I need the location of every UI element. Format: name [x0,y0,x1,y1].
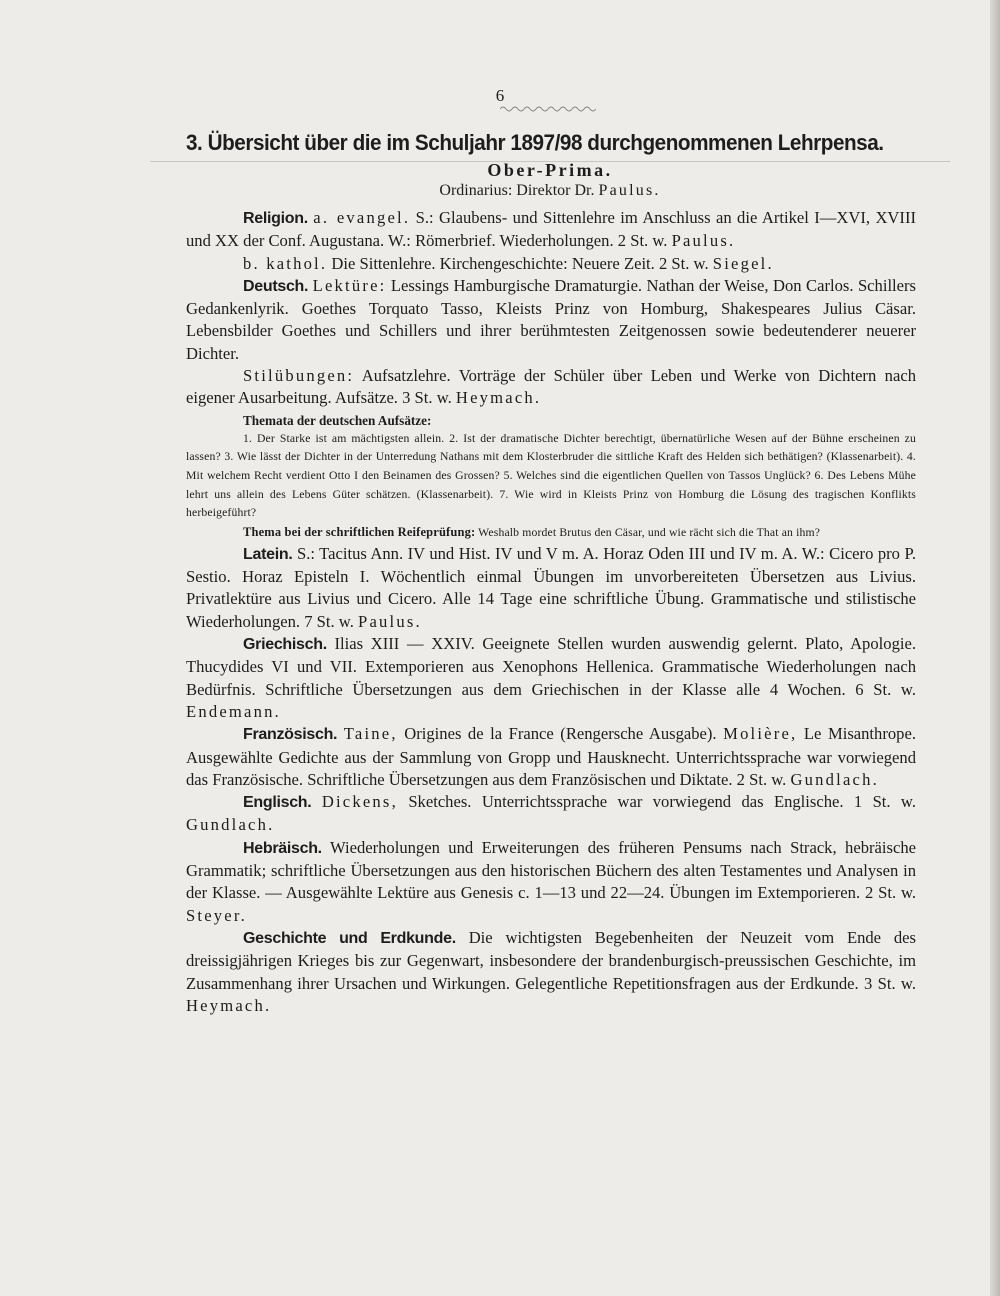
latein-text: S.: Tacitus Ann. IV und Hist. IV und V m. A. Horaz Oden III und IV m. A. W.: Cicero pro P. Sestio. Horaz Episteln I. Wöchentlich einmal Übungen im unvorbereiteten Übersetzen aus Livius. Privatlektüre aus Livius und Cicero. Alle 14 Tage eine schriftliche Übung. Grammatische und stilistische Wiederholungen. 7 St. w. [186,543,917,631]
religion-b-teacher: Siegel. [712,253,774,273]
reifepruefung-heading: Thema bei der schriftlichen Reifeprüfung: [243,525,476,540]
ordinarius-value: Direktor Dr. [516,182,595,199]
hebraeisch-text: Wiederholungen und Erweiterungen des früheren Pensums nach Strack, hebräische Grammatik; schriftliche Übersetzungen aus den historischen Büchern des alten Testamentes und Analysen in der Klasse. — Ausgewählte Lektüre aus Genesis c. 1—13 und 22—24. Übungen im Extemporieren. 2 St. w. [186,837,916,903]
ordinarius-line [0,182,1000,200]
franzoesisch-author2: Molière, [723,724,798,744]
franzoesisch-text2: Le Misanthrope. Ausgewählte Gedichte aus der Sammlung von Gropp und Hausknecht. Unterrichtssprache war vorwiegend das Französische. Schriftliche Übersetzungen aus dem Französischen und Diktate. 2 St. w. [186,724,916,789]
franzoesisch-author1: Taine, [343,724,398,744]
geschichte-teacher: Heymach. [186,995,272,1015]
franzoesisch-text1: Origines de la France (Rengersche Ausgabe). [404,724,717,744]
religion-heading: Religion. [243,210,308,227]
latein-section [186,543,916,633]
ornament-squiggle [500,104,596,114]
franzoesisch-heading: Französisch. [243,726,338,744]
griechisch-text: Ilias XIII — XXIV. Geeignete Stellen wurden auswendig gelernt. Plato, Apologie. Thucydides VI und VII. Extemporieren aus Xenophons Hellenica. Grammatische Wiederholungen nach Bedürfnis. Schriftliche Übersetzungen aus dem Griechischen in der Klasse alle 4 Wochen. 6 St. w. [186,634,916,699]
page-number: 6 [495,86,505,105]
deutsch-lektuere-label: Lektüre: [312,275,387,295]
griechisch-teacher: Endemann. [186,701,281,721]
griechisch-section [186,633,916,723]
reifepruefung-text: Weshalb mordet Brutus den Cäsar, und wie rächt sich die That an ihm? [478,526,821,540]
themata-heading: Themata der deutschen Aufsätze: [243,412,432,428]
deutsch-stil-label: Stilübungen: [243,366,355,386]
geschichte-text: Die wichtigsten Begebenheiten der Neuzeit vom Ende des dreissigjährigen Krieges bis zur Gegenwart, insbesondere der brandenburgisch-preussischen Geschichte, im Zusammenhang ihrer Ursachen und Wirkungen. Gelegentliche Repetitionsfragen aus der Erdkunde. 3 St. w. [186,927,916,993]
deutsch-stil-text: Aufsatzlehre. Vorträge der Schüler über Leben und Werke von Dichtern nach eigener Ausarbeitung. Aufsätze. 3 St. w. [186,366,917,408]
religion-a-teacher: Paulus. [671,231,736,251]
deutsch-stil-section [186,365,916,410]
religion-b-section [186,253,916,275]
franzoesisch-section [186,723,916,791]
reifepruefung-section [186,523,916,543]
religion-section [186,207,916,253]
section-title: 3. Übersicht über die im Schuljahr 1897/98 durchgenommenen Lehrpensa. [186,130,884,155]
religion-a-text: S.: Glaubens- und Sittenlehre im Anschluss an die Artikel I—XVI, XVIII und XX der Conf. Augustana. W.: Römerbrief. Wiederholungen. 2 St. w. [186,208,916,251]
religion-b-text: Die Sittenlehre. Kirchengeschichte: Neuere Zeit. 2 St. w. [331,253,709,273]
englisch-text: Sketches. Unterrichtssprache war vorwiegend das Englische. 1 St. w. [408,792,916,812]
geschichte-section [186,927,916,1017]
englisch-heading: Englisch. [243,794,312,812]
latein-heading: Latein. [243,545,293,563]
main-content [186,207,916,1017]
deutsch-section [186,275,916,365]
religion-b-label: b. kathol. [243,253,328,273]
englisch-section [186,791,916,837]
hebraeisch-heading: Hebräisch. [243,839,322,857]
hebraeisch-section [186,837,916,927]
hebraeisch-teacher: Steyer. [186,905,248,925]
englisch-author: Dickens, [321,792,398,812]
griechisch-heading: Griechisch. [243,636,327,654]
themata-list: 1. Der Starke ist am mächtigsten allein. 2. Ist der dramatische Dichter berechtigt, übernatürliche Wesen auf der Bühne erscheinen zu lassen? 3. Wie lässt der Dichter in der Unterredung Nathans mit dem Klosterbruder die sittliche Kraft des Helden sich bethätigen? (Klassenarbeit). 4. Mit welchem Recht verdient Otto I den Beinamen des Grossen? 5. Welches sind die eigentlichen Quellen von Tassos Unglück? 6. Des Lebens Mühe lehrt uns allein des Lebens Güter schätzen. (Klassenarbeit). 7. Wie wird in Kleists Prinz von Homburg die Lösung des tragischen Konflikts herbeigeführt? [186,431,916,520]
geschichte-heading: Geschichte und Erdkunde. [243,929,456,947]
franzoesisch-teacher: Gundlach. [790,769,879,789]
deutsch-lektuere-text: Lessings Hamburgische Dramaturgie. Nathan der Weise, Don Carlos. Schillers Gedankenlyrik. Goethes Torquato Tasso, Kleists Prinz von Homburg, Shakespeares Julius Cäsar. Lebensbilder Goethes und Schillers und ihrer berühmtesten Zeitgenossen sowie bedeutenderer neuerer Dichter. [186,275,917,363]
ordinarius-name: Paulus. [598,182,661,199]
religion-a-label: a. evangel. [313,208,411,227]
ordinarius-label: Ordinarius: [439,182,513,199]
deutsch-heading: Deutsch. [243,277,309,295]
class-name: Ober-Prima. [487,160,613,180]
latein-teacher: Paulus. [358,611,422,631]
englisch-teacher: Gundlach. [186,815,275,835]
deutsch-teacher: Heymach. [455,388,542,408]
